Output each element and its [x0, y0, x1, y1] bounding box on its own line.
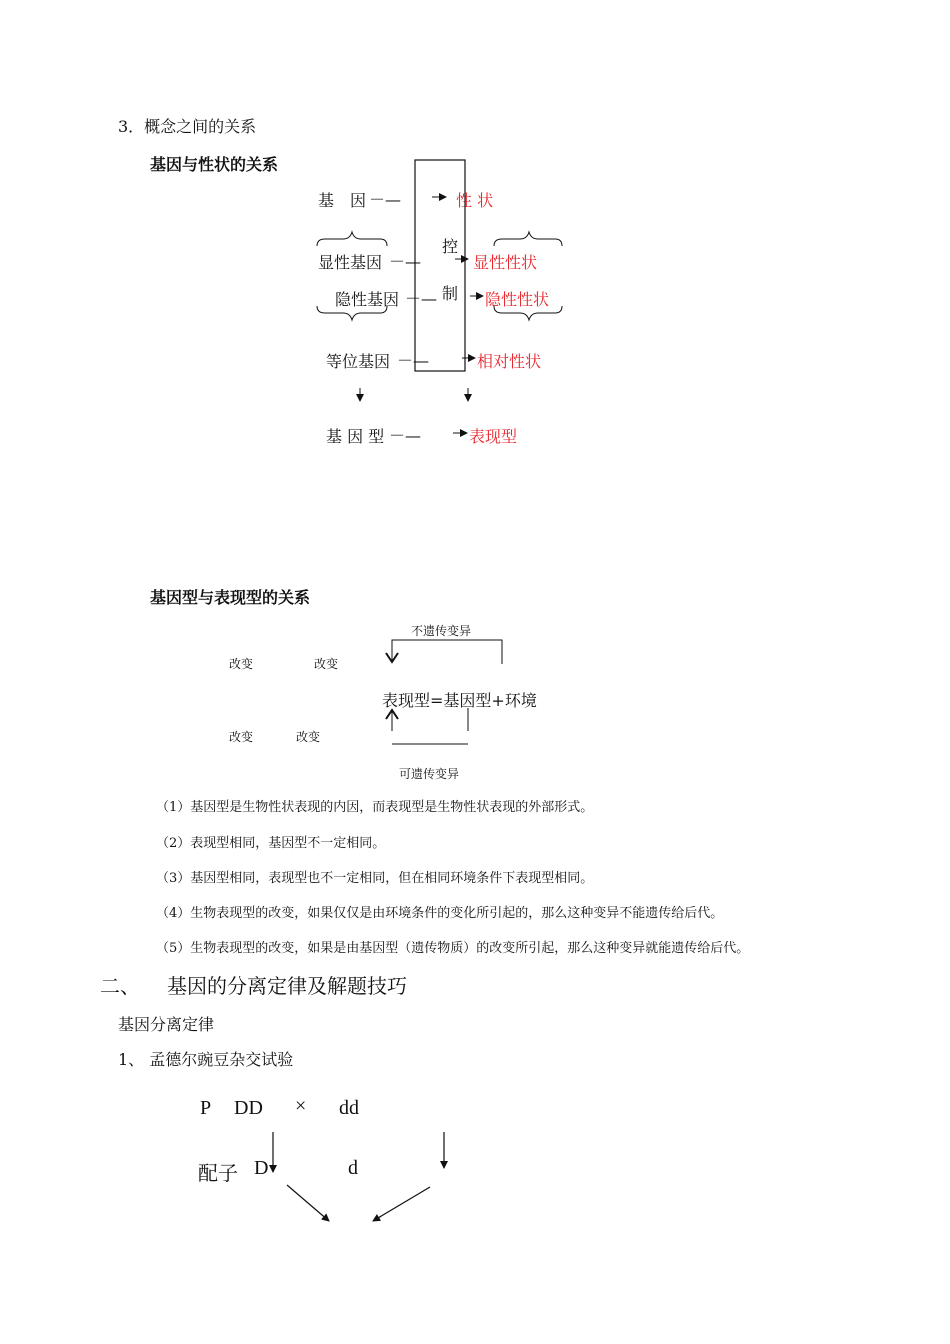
- label-phenotype: 表现型: [469, 427, 518, 446]
- item-mendel: 1、 孟德尔豌豆杂交试验: [118, 1050, 294, 1069]
- section-subtitle: 基因分离定律: [118, 1015, 215, 1034]
- point-5: （5）生物表现型的改变，如果是由基因型（遗传物质）的改变所引起，那么这种变异就能遗传给后代。: [156, 941, 750, 956]
- arrowhead-heritable: [386, 710, 398, 719]
- label-change-1: 改变: [229, 657, 254, 671]
- gamete-dominant: D: [254, 1157, 269, 1179]
- label-change-2: 改变: [314, 657, 339, 671]
- arrow-gamete-r-offspring: [373, 1187, 430, 1221]
- label-genotype: 基 因 型: [326, 427, 385, 446]
- section-number: 二、: [100, 974, 140, 998]
- label-allele: 等位基因: [326, 352, 391, 371]
- parent-dd: DD: [234, 1097, 263, 1119]
- point-1: （1）基因型是生物性状表现的内因，而表现型是生物性状表现的外部形式。: [156, 800, 594, 815]
- section-heading: 3．概念之间的关系: [118, 117, 257, 136]
- arrowhead-non-heritable: [386, 653, 398, 662]
- label-control-1: 控: [442, 237, 459, 256]
- subsection-title: 基因与性状的关系: [150, 155, 279, 174]
- dash-gene: －—: [369, 190, 402, 209]
- point-3: （3）基因型相同，表现型也不一定相同，但在相同环境条件下表现型相同。: [156, 871, 594, 886]
- label-trait: 性 状: [456, 191, 494, 210]
- brace-top-right: [494, 232, 562, 246]
- dash-allele: －—: [397, 351, 430, 370]
- label-non-heritable: 不遗传变异: [411, 624, 472, 638]
- times-sign: ×: [295, 1095, 307, 1117]
- label-relative-trait: 相对性状: [477, 352, 542, 371]
- label-recessive-gene: 隐性基因: [335, 290, 400, 309]
- parent-recessive: dd: [339, 1097, 359, 1119]
- label-recessive-trait: 隐性性状: [485, 290, 550, 309]
- p-label: P: [200, 1097, 212, 1119]
- gamete-label: 配子: [198, 1163, 238, 1185]
- label-dominant-trait: 显性性状: [473, 253, 538, 272]
- dash-genotype: －—: [389, 426, 422, 445]
- subsection-title-2: 基因型与表现型的关系: [150, 588, 311, 607]
- section-title: 基因的分离定律及解题技巧: [167, 974, 407, 998]
- label-dominant-gene: 显性基因: [318, 253, 383, 272]
- label-heritable: 可遗传变异: [399, 767, 460, 781]
- point-4: （4）生物表现型的改变，如果仅仅是由环境条件的变化所引起的，那么这种变异不能遗传给后代。: [156, 906, 724, 921]
- label-change-4: 改变: [296, 730, 321, 744]
- dash-recessive: －—: [405, 289, 438, 308]
- gamete-recessive: d: [348, 1157, 358, 1179]
- arrow-gamete-d-offspring: [287, 1185, 329, 1221]
- label-control-2: 制: [442, 284, 459, 303]
- loop-non-heritable: [392, 640, 502, 664]
- label-change-3: 改变: [229, 730, 254, 744]
- brace-top-left: [317, 232, 387, 246]
- equation: 表现型=基因型+环境: [382, 691, 537, 710]
- point-2: （2）表现型相同，基因型不一定相同。: [156, 836, 386, 851]
- label-gene: 基 因: [318, 191, 367, 210]
- dash-dominant: －—: [389, 252, 422, 271]
